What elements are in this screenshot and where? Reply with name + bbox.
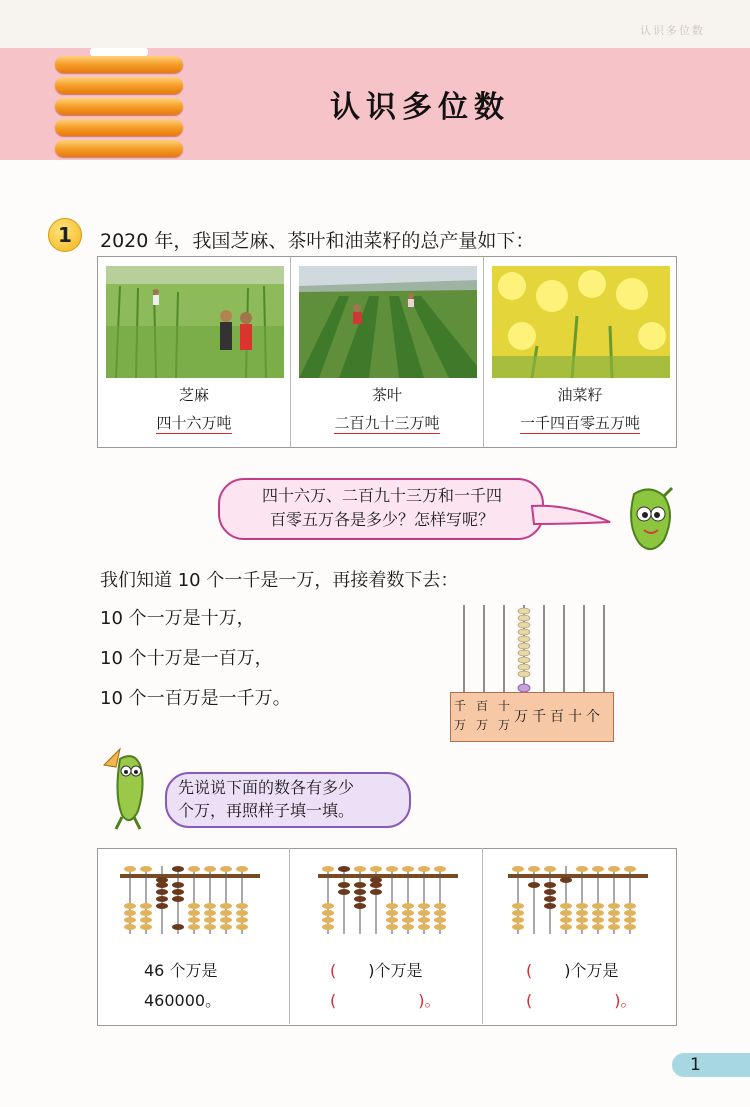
abacus-answer-1: 46 个万是 460000。: [144, 961, 222, 1010]
page-number-tab: [672, 1053, 750, 1077]
place-rest: 万 千 百 十 个: [514, 709, 600, 725]
pepper-mascot-icon: [620, 484, 678, 556]
hint-text: 先说说下面的数各有多少 个万，再照样子填一填。: [178, 778, 355, 820]
crop-amount: 一千四百零五万吨: [519, 414, 640, 432]
rapeseed-flower-photo: [492, 266, 670, 378]
page-number: 1: [690, 1055, 701, 1075]
crop-name: 茶叶: [371, 386, 402, 404]
chapter-numeral: [90, 48, 148, 56]
question-text: 四十六万、二百九十三万和一千四 百零五万各是多少？怎样写呢？: [261, 486, 502, 529]
crop-rapeseed: [484, 257, 676, 447]
crop-name: 芝麻: [178, 386, 209, 404]
counting-line-3: 10 个十万是一百万，: [100, 648, 273, 669]
problem-number-badge: 1: [48, 218, 82, 252]
chapter-title: 认识多位数: [330, 90, 510, 125]
divider: [289, 848, 290, 1024]
crop-photo-table: [97, 256, 677, 448]
abacus-example-1: [120, 866, 260, 936]
sesame-field-photo: [106, 266, 284, 378]
counting-line-4: 10 个一百万是一千万。: [100, 688, 291, 709]
bubble-tail: [530, 500, 620, 530]
counting-line-1: 我们知道 10 个一千是一万，再接着数下去：: [100, 570, 459, 591]
abacus-answer-3: ( )个万是 ( )。: [526, 961, 637, 1010]
crop-sesame: [98, 257, 290, 447]
divider: [482, 848, 483, 1024]
tea-field-photo: [299, 266, 477, 378]
abacus-example-2: [318, 866, 458, 936]
abacus-example-3: [508, 866, 648, 936]
counting-line-2: 10 个一万是十万，: [100, 608, 255, 629]
crop-tea: [291, 257, 483, 447]
abacus-answer-2: ( )个万是 ( )。: [330, 961, 441, 1010]
chapter-ribbon-stripes: [55, 56, 183, 161]
place-stack: 千 百 十 万 万 万: [454, 699, 510, 732]
top-strip: [0, 0, 750, 48]
crop-amount: 四十六万吨: [156, 414, 232, 432]
running-head: 认识多位数: [640, 24, 705, 37]
crop-name: 油菜籽: [557, 386, 603, 404]
bean-mascot-icon: [100, 745, 162, 833]
problem-intro: 2020 年，我国芝麻、茶叶和油菜籽的总产量如下：: [100, 230, 535, 252]
crop-amount: 二百九十三万吨: [334, 414, 440, 432]
